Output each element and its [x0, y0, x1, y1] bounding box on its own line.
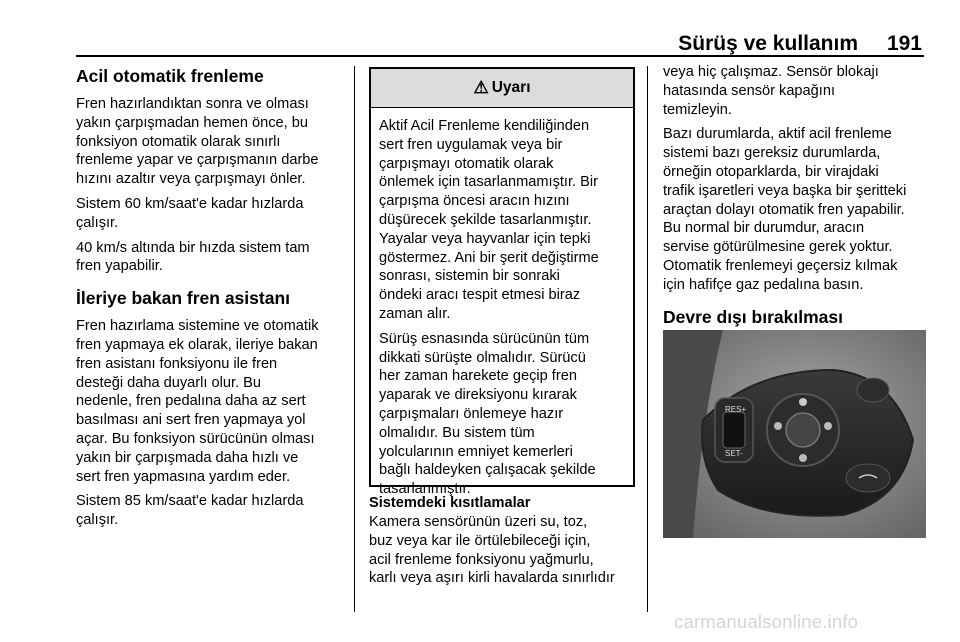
- warning-paragraph: Aktif Acil Frenleme kendiliğinden sert fren uygulamak veya bir çarpışmayı otomatik olarak önlemek için tasarlanmamıştır. Bir çarpışma öncesi aracın hızını düşürecek şekilde tasarlanmıştır. Yayalar veya hayvanlar için tepki göstermez. Ani bir şerit değiştirme sonrası, sistemin bir sonraki öndeki aracı tespit etmesi biraz zaman alır.: [379, 118, 599, 322]
- section-heading-deactivation: Devre dışı bırakılması: [663, 306, 843, 327]
- watermark: carmanualsonline.info: [674, 611, 859, 632]
- restrictions-section: [369, 494, 641, 594]
- warning-triangle-icon: ⚠: [473, 78, 489, 97]
- warning-box: [369, 67, 635, 498]
- paragraph: veya hiç çalışmaz. Sensör blokajı hatasında sensör kapağını temizleyin.: [663, 64, 879, 118]
- right-column: [663, 63, 926, 336]
- section-heading-emergency-braking: Acil otomatik frenleme: [76, 66, 264, 86]
- warning-header: [371, 69, 633, 108]
- paragraph: Fren hazırlama sistemine ve otomatik fren yapmaya ek olarak, ileriye bakan fren asistanı fonksiyonu ile fren desteği daha duyarlı olur. Bu nedenle, fren pedalına daha az sert basılması ani sert fren yapmaya yol açar. Bu fonksiyon sürücünün olması yakın bir çarpışmada daha hızlı ve sert fren yapmasına yardım eder.: [76, 318, 319, 485]
- restrictions-heading: Sistemdeki kısıtlamalar: [369, 495, 531, 511]
- paragraph: Kamera sensörünün üzeri su, toz, buz veya kar ile örtülebileceği için, acil frenleme fonksiyonu yağmurlu, karlı veya aşırı kirli havalarda sınırlıdır: [369, 514, 615, 587]
- header-rule: [76, 55, 924, 57]
- warning-paragraph: Sürüş esnasında sürücünün tüm dikkati sürüşte olmalıdır. Sürücü her zaman harekete geçip fren yaparak ve direksiyonu kırarak çarpışmaları önlemeye hazır olmalıdır. Bu sistem tüm yolcularının emniyet kemerleri bağlı haldeyken çalışacak şekilde tasarlanmıştır.: [379, 330, 596, 498]
- column-divider-left: [354, 66, 355, 612]
- res-button-label: RES+: [725, 405, 747, 414]
- set-button-label: SET-: [725, 449, 743, 458]
- left-column: [76, 64, 342, 536]
- header-title: Sürüş ve kullanım: [678, 32, 858, 55]
- column-divider-right: [647, 66, 648, 612]
- paragraph: Sistem 85 km/saat'e kadar hızlarda çalışır.: [76, 493, 304, 529]
- page-number: 191: [886, 32, 922, 55]
- paragraph: 40 km/s altında bir hızda sistem tam fren yapabilir.: [76, 239, 310, 275]
- paragraph: Fren hazırlandıktan sonra ve olması yakın çarpışmadan hemen önce, bu fonksiyon otomatik olarak sınırlı frenleme yapar ve çarpışmanın darbe hızını azaltır veya çarpışmayı önler.: [76, 96, 319, 188]
- paragraph: Bazı durumlarda, aktif acil frenleme sistemi bazı gereksiz durumlarda, örneğin otoparklarda, bir virajdaki trafik işaretleri veya başka bir şeritteki araçtan dolayı otomatik fren yapabilir. Bu normal bir durumdur, aracın servise götürülmesine gerek yoktur. Otomatik frenlemeyi geçersiz kılmak için hafifçe gaz pedalına basın.: [663, 126, 907, 293]
- steering-wheel-controls-photo: [663, 330, 926, 538]
- warning-title: Uyarı: [491, 79, 531, 96]
- steering-wheel-illustration: [663, 330, 926, 538]
- paragraph: Sistem 60 km/saat'e kadar hızlarda çalışır.: [76, 195, 304, 231]
- warning-body: [371, 108, 633, 499]
- section-heading-brake-assist: İleriye bakan fren asistanı: [76, 288, 290, 309]
